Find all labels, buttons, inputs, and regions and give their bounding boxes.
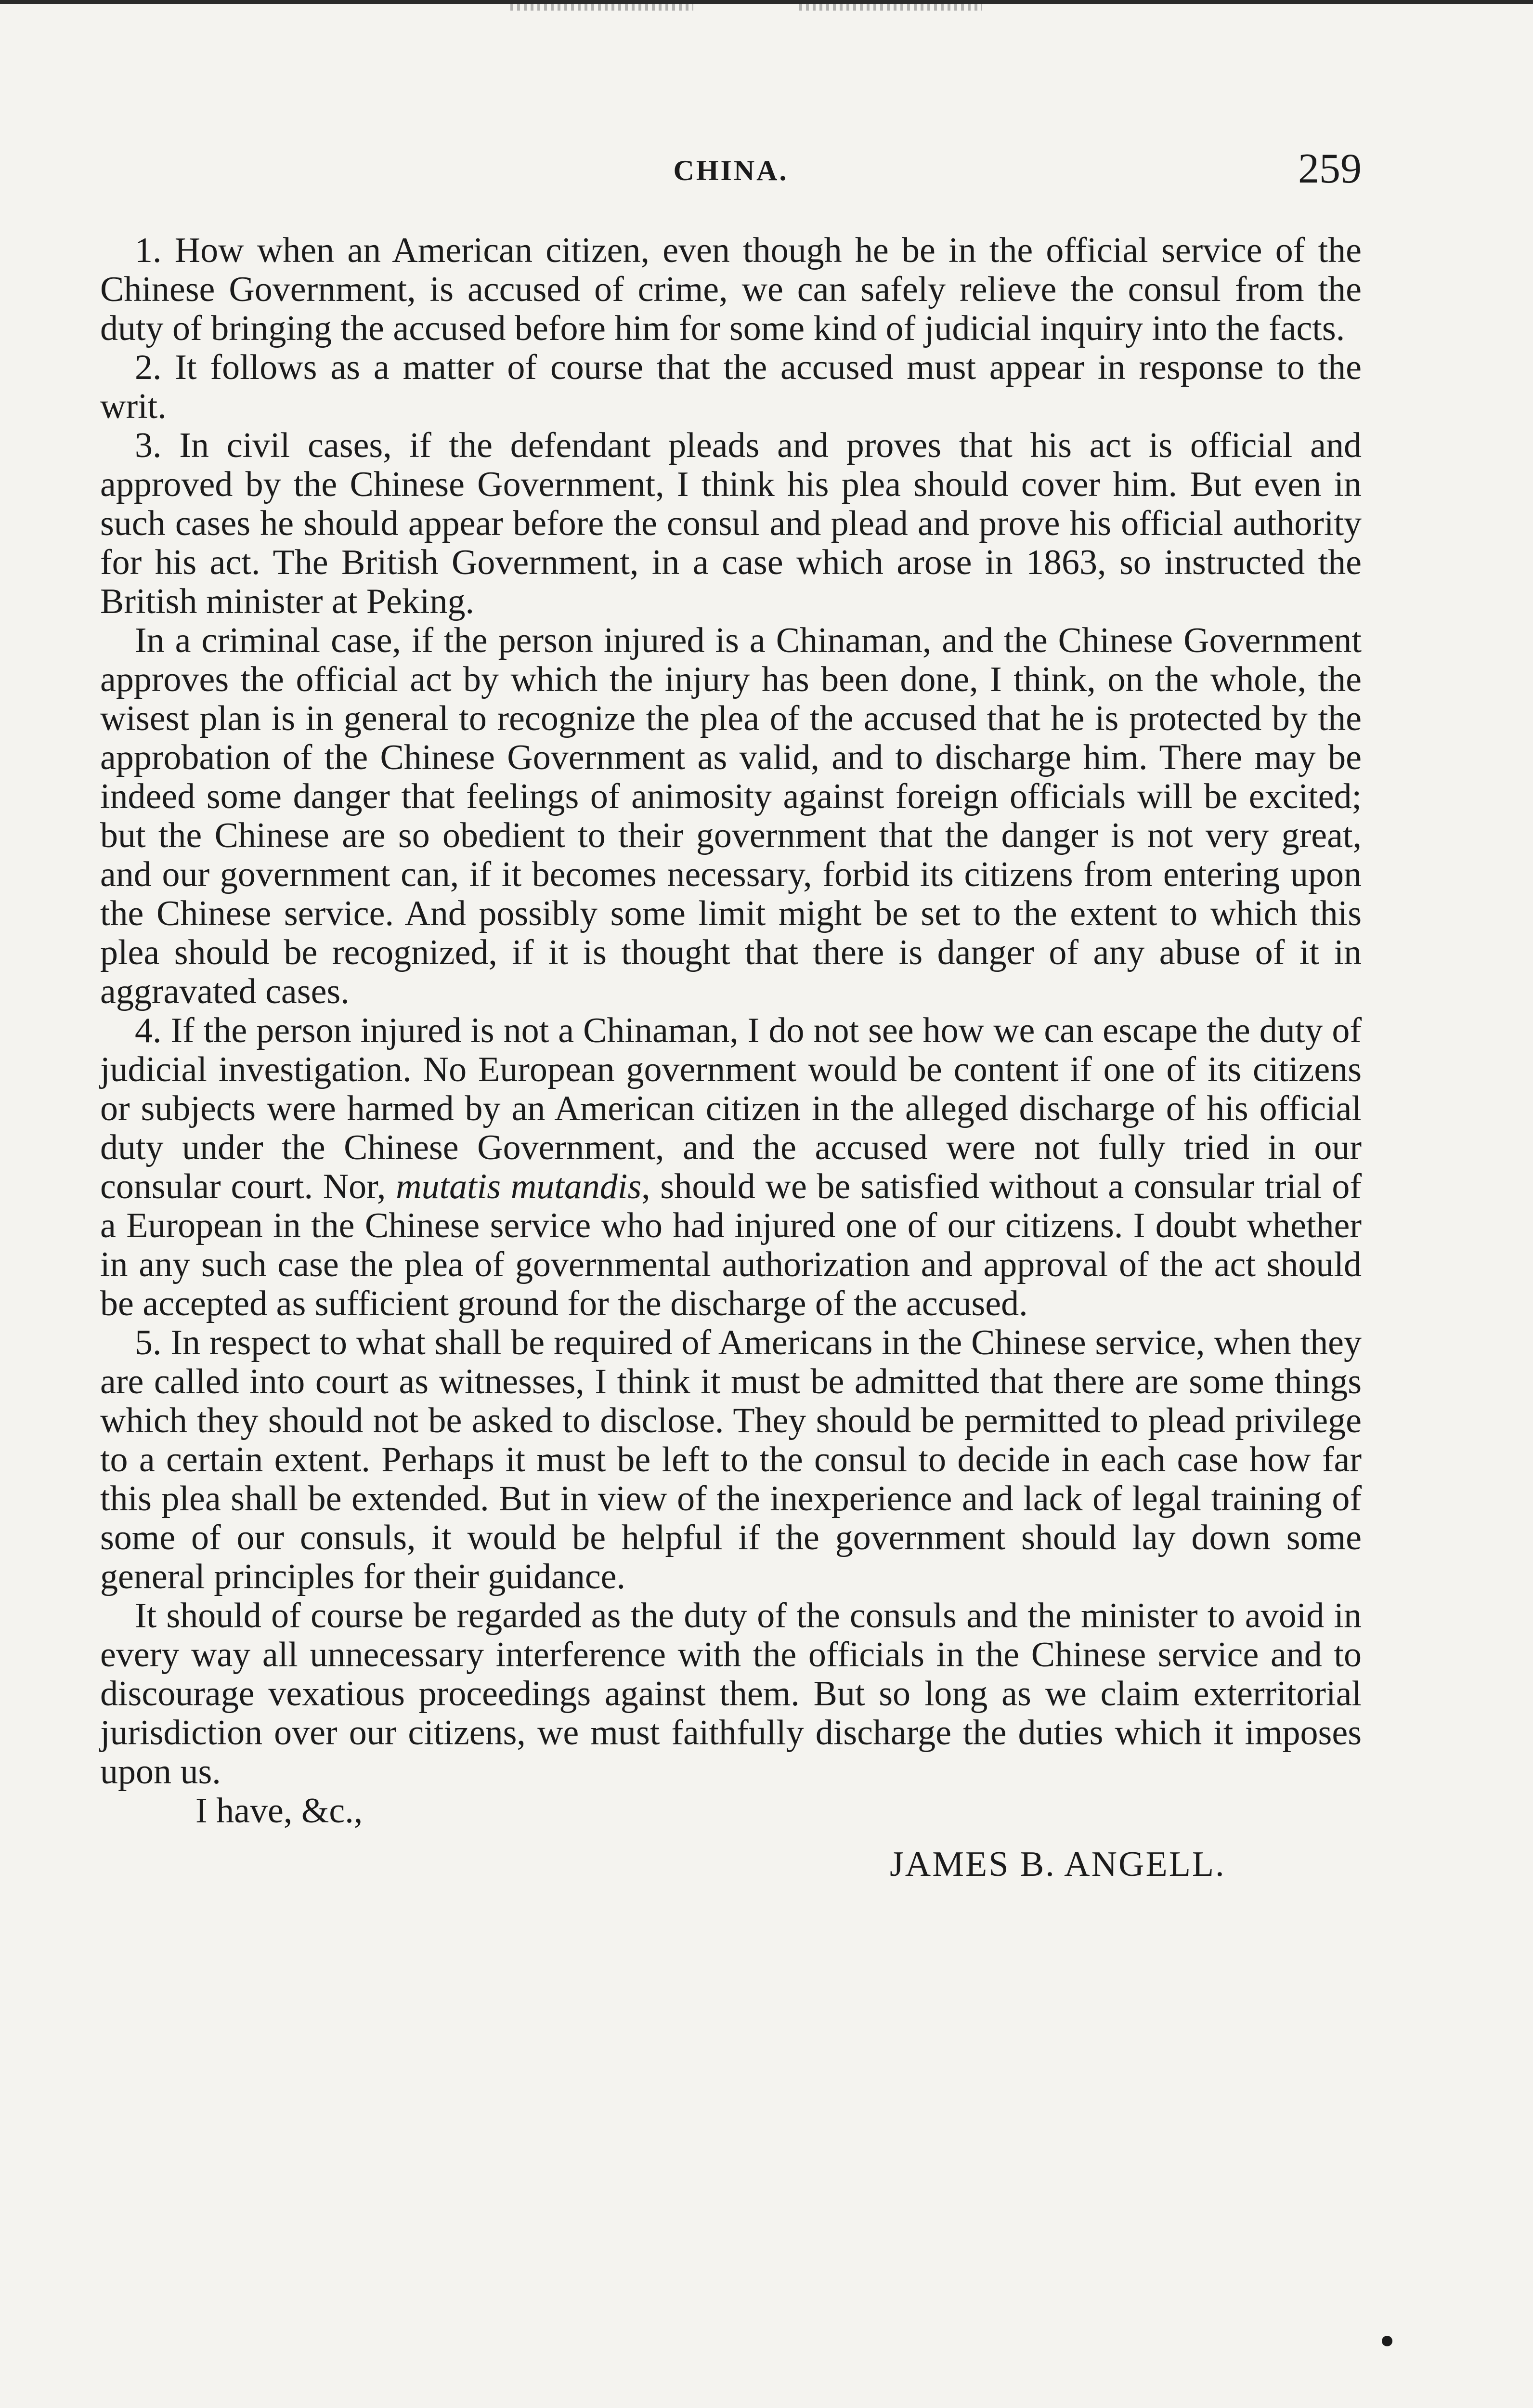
paragraph-4-text-after: , should we be satisfied without a consular trial of a European in the Chinese service who had injured one of our citizens. I doubt whether in any such case the plea of governmental authorization and approval of the act should be accepted as sufficient ground for the discharge of the accused.: [100, 1167, 1362, 1323]
paragraph-4-text-before: 4. If the person injured is not a Chinaman, I do not see how we can escape the duty of judicial investigation. No European government would be content if one of its citizens or subjects were harmed by an American citizen in the alleged discharge of his official duty under the Chinese Government, and the accused were not fully tried in our consular court. Nor,: [100, 1011, 1362, 1206]
closing-salutation: I have, &c.,: [195, 1791, 363, 1831]
paragraph-4: [100, 1011, 1362, 1323]
print-specks: [799, 4, 982, 11]
document-page: [100, 144, 1362, 1884]
paragraph-final: It should of course be regarded as the duty of the consuls and the minister to avoid in every way all unnecessary interference with the officials in the Chinese service and to discourage vexatious proceedings against them. But so long as we claim exterritorial jurisdiction over our citizens, we must faithfully discharge the duties which it imposes upon us.: [100, 1596, 1362, 1792]
paragraph-1: 1. How when an American citizen, even though he be in the official service of the Chinese Government, is accused of crime, we can safely relieve the consul from the duty of bringing the accused before him for some kind of judicial inquiry into the facts.: [100, 231, 1362, 348]
top-edge-rule: [0, 0, 1533, 4]
running-head: [100, 144, 1362, 197]
paragraph-5: 5. In respect to what shall be required of Americans in the Chinese service, when they are called into court as witnesses, I think it must be admitted that there are some things which they should not be asked to disclose. They should be permitted to plead privilege to a certain extent. Perhaps it must be left to the consul to decide in each case how far this plea shall be extended. But in view of the inexperience and lack of legal training of some of our consuls, it would be helpful if the government should lay down some general principles for their guidance.: [100, 1323, 1362, 1597]
print-specks: [510, 4, 693, 11]
paragraph-3: 3. In civil cases, if the defendant pleads and proves that his act is official and approved by the Chinese Government, I think his plea should cover him. But even in such cases he should appear before the consul and plead and prove his official authority for his act. The British Government, in a case which arose in 1863, so instructed the British minister at Peking.: [100, 426, 1362, 621]
ink-dot-mark: [1382, 2336, 1392, 2346]
letter-body: [100, 231, 1362, 1792]
paragraph-2: 2. It follows as a matter of course that the accused must appear in response to the writ.: [100, 348, 1362, 426]
paragraph-criminal-case: In a criminal case, if the person injured is a Chinaman, and the Chinese Government approves the official act by which the injury has been done, I think, on the whole, the wisest plan is in general to recognize the plea of the accused that he is protected by the approbation of the Chinese Government as valid, and to discharge him. There may be indeed some danger that feelings of animosity against foreign officials will be excited; but the Chinese are so obedient to their government that the danger is not very great, and our government can, if it becomes necessary, forbid its citizens from entering upon the Chinese service. And possibly some limit might be set to the extent to which this plea should be recognized, if it is thought that there is danger of any abuse of it in aggravated cases.: [100, 621, 1362, 1011]
page-number: 259: [1298, 145, 1362, 192]
running-title: CHINA.: [673, 155, 789, 186]
paragraph-4-italic-phrase: mutatis mutandis: [396, 1167, 642, 1206]
signature: JAMES B. ANGELL.: [890, 1845, 1226, 1884]
